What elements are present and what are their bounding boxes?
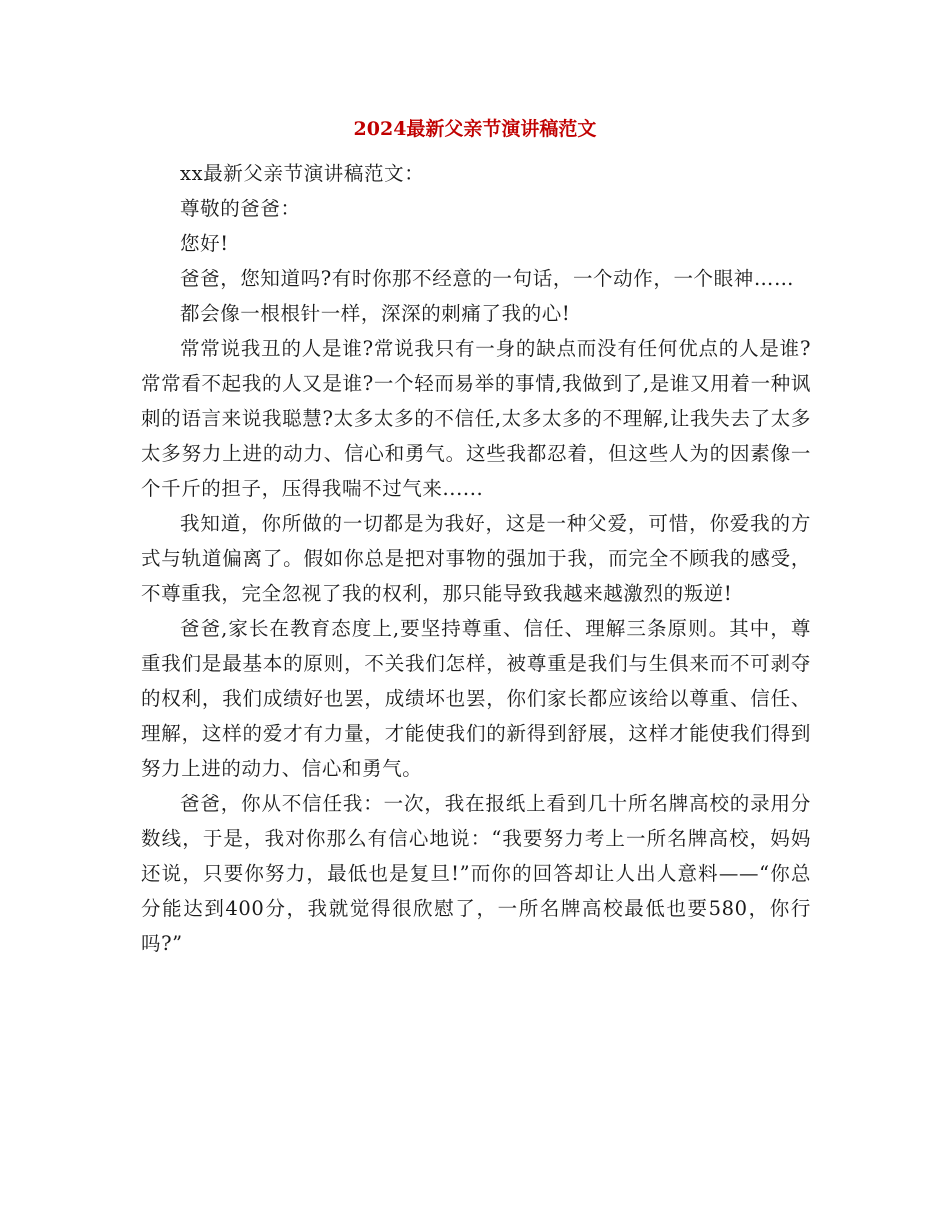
paragraph-3: 常常说我丑的人是谁?常说我只有一身的缺点而没有任何优点的人是谁?常常看不起我的人又是谁?一个轻而易举的事情,我做到了,是谁又用着一种讽刺的语言来说我聪慧?太多太多的不信任,太多太多的不理解,让我失去了太多太多努力上进的动力、信心和勇气。这些我都忍着，但这些人为的因素像一个千斤的担子，压得我喘不过气来......	[141, 337, 811, 500]
paragraph-salutation-heading: xx最新父亲节演讲稿范文：	[180, 162, 425, 185]
document-body	[141, 156, 811, 961]
paragraph-4: 我知道，你所做的一切都是为我好，这是一种父爱，可惜，你爱我的方式与轨道偏离了。假如你总是把对事物的强加于我，而完全不顾我的感受，不尊重我，完全忽视了我的权利，那只能导致我越来越激烈的叛逆!	[141, 512, 811, 605]
document-title: 2024最新父亲节演讲稿范文	[353, 118, 597, 140]
paragraph-6: 爸爸，你从不信任我：一次，我在报纸上看到几十所名牌高校的录用分数线，于是，我对你那么有信心地说：“我要努力考上一所名牌高校，妈妈还说，只要你努力，最低也是复旦!”而你的回答却让人出人意料——“你总分能达到400分，我就觉得很欣慰了，一所名牌高校最低也要580，你行吗?”	[141, 792, 811, 955]
paragraph-greeting: 您好!	[180, 232, 229, 255]
paragraph-5: 爸爸,家长在教育态度上,要坚持尊重、信任、理解三条原则。其中，尊重我们是最基本的原则，不关我们怎样，被尊重是我们与生俱来而不可剥夺的权利，我们成绩好也罢，成绩坏也罢，你们家长都应该给以尊重、信任、理解，这样的爱才有力量，才能使我们的新得到舒展，这样才能使我们得到努力上进的动力、信心和勇气。	[141, 617, 811, 780]
paragraph-addressee: 尊敬的爸爸：	[180, 197, 301, 220]
paragraph-1: 爸爸，您知道吗?有时你那不经意的一句话，一个动作，一个眼神……	[180, 267, 795, 290]
paragraph-2: 都会像一根根针一样，深深的刺痛了我的心!	[180, 302, 571, 325]
